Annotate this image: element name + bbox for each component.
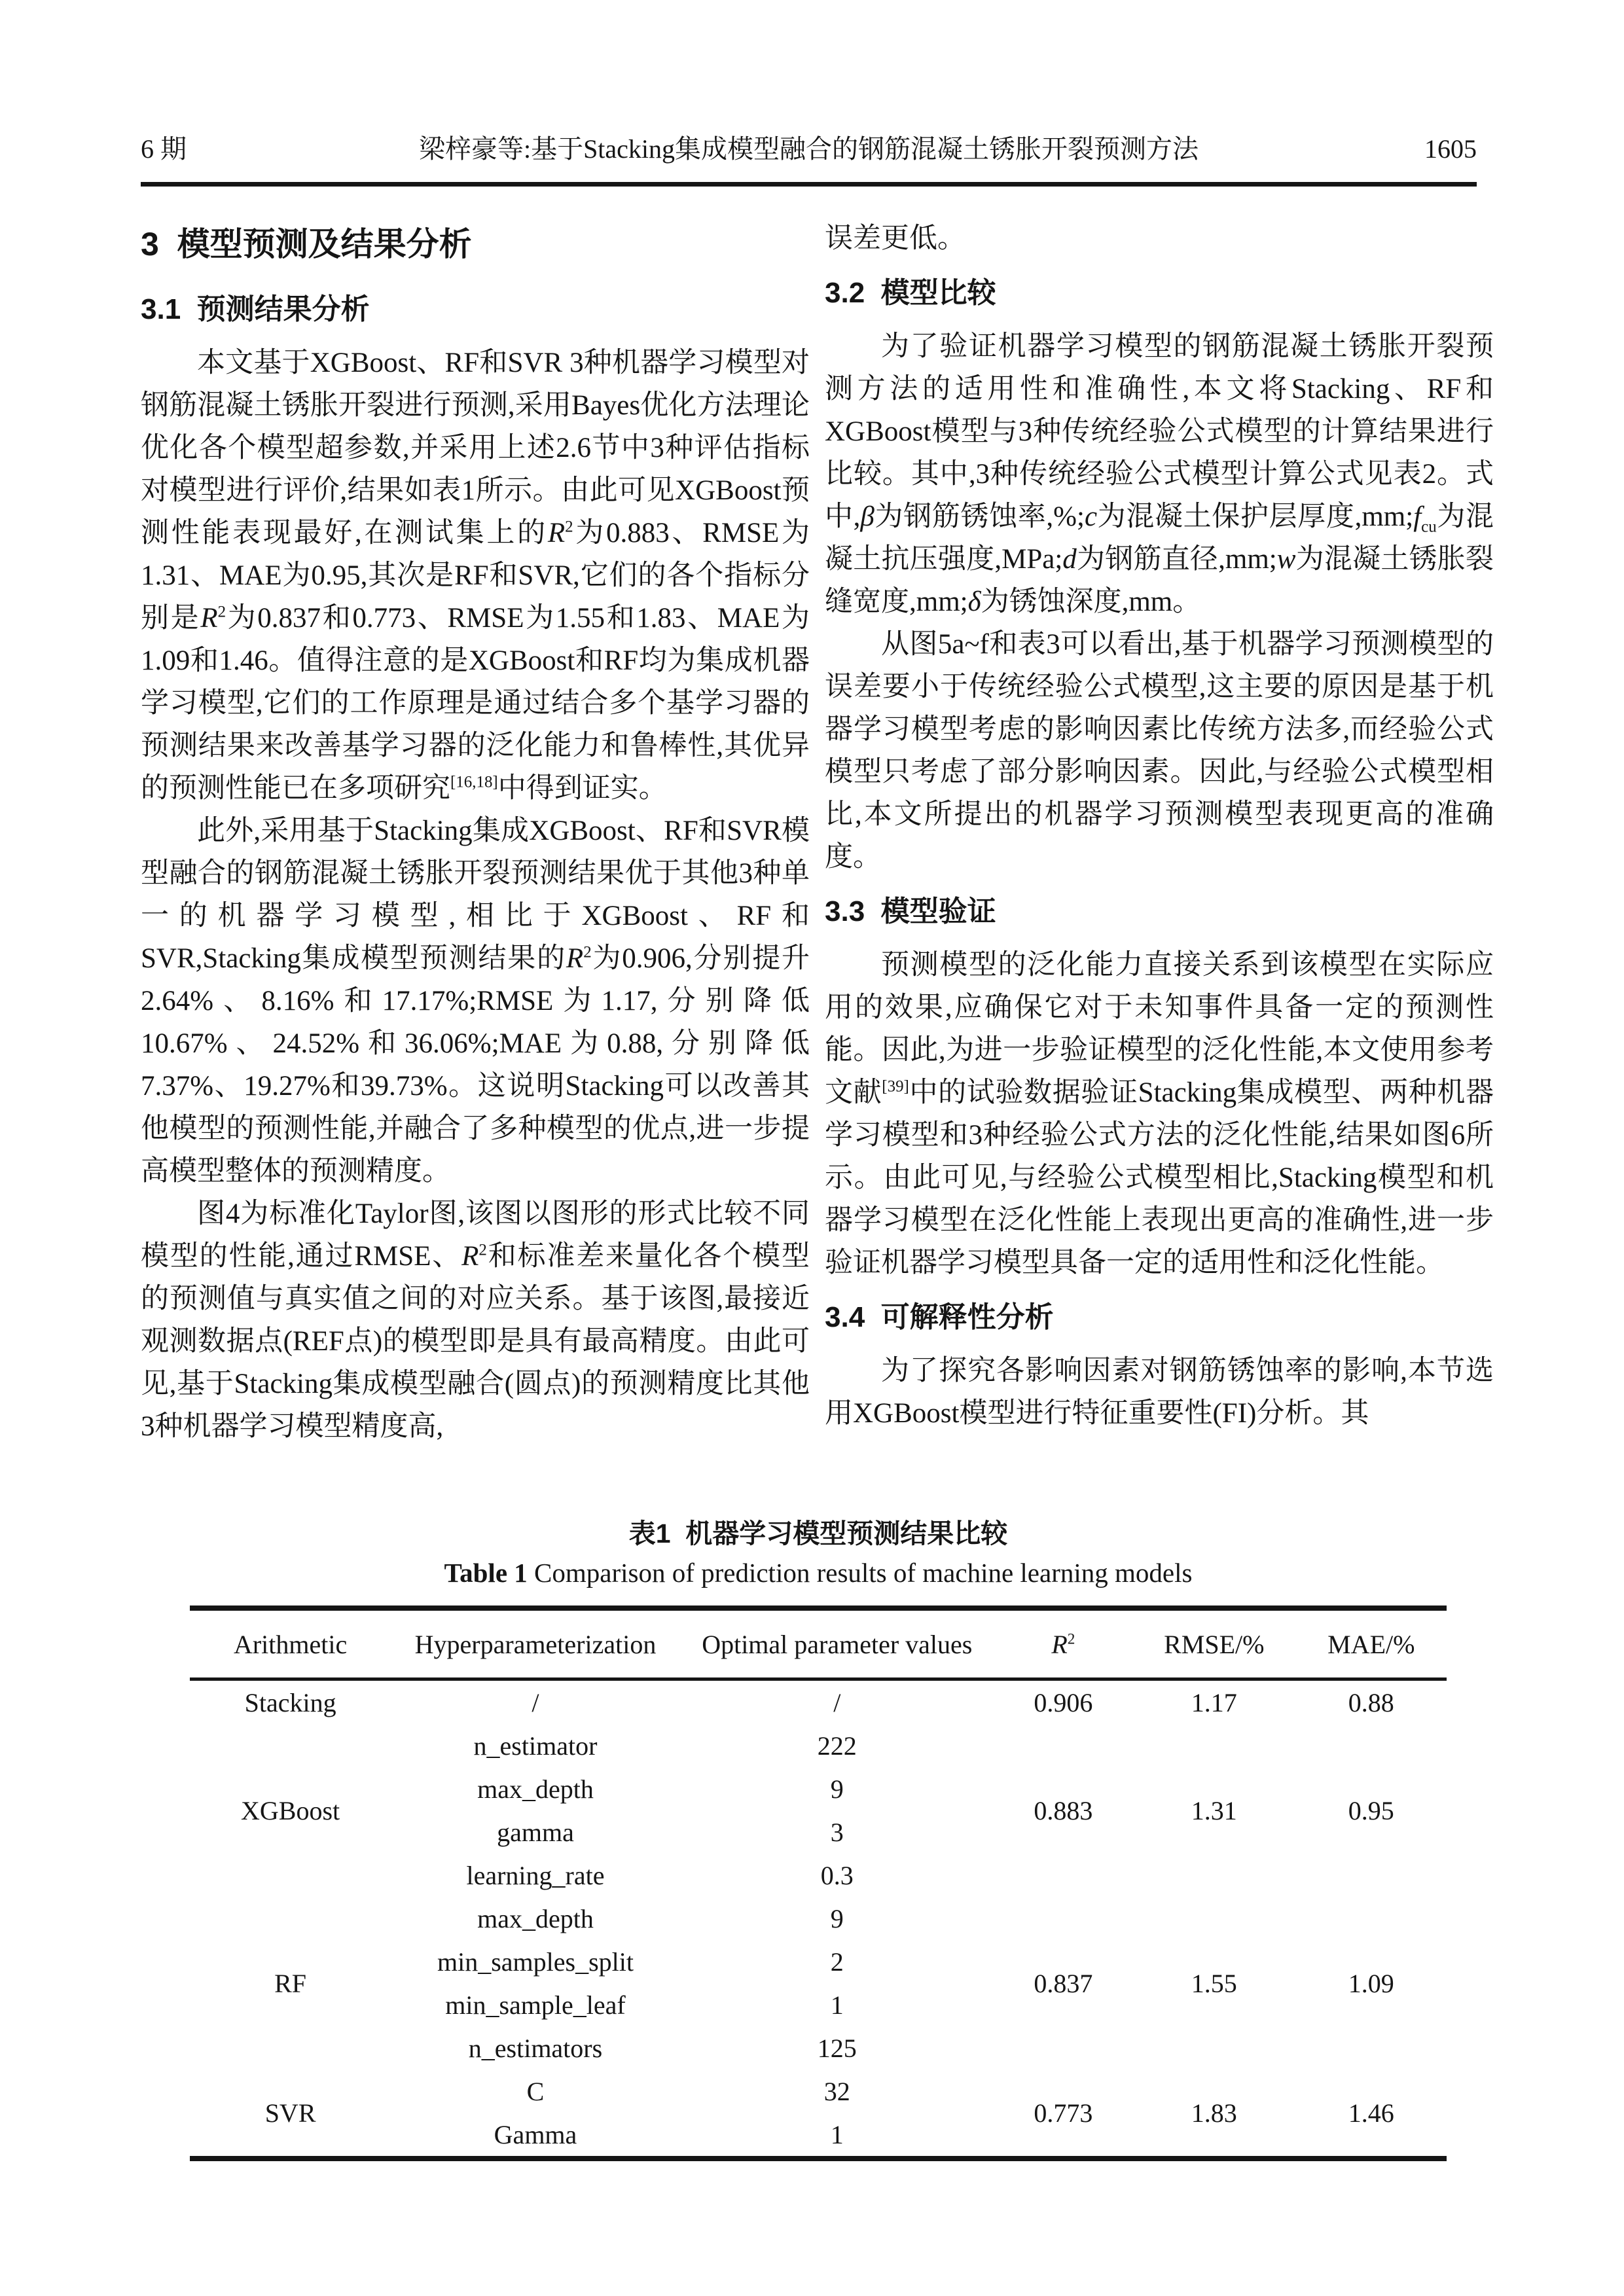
header-rule: [141, 182, 1477, 187]
col-header-r2: $R^2$: [994, 1608, 1132, 1679]
table-body: [190, 1679, 1447, 2159]
table-cell: 1.83: [1191, 2098, 1237, 2128]
table-cell: 2: [830, 1946, 844, 1977]
table-cell: 1.09: [1348, 1968, 1394, 1998]
section-3-3-heading: 3.3 模型验证: [825, 895, 996, 927]
paragraph: 从图5a~f和表3可以看出,基于机器学习预测模型的误差要小于传统经验公式模型,这主要的原因是基于机器学习模型考虑的影响因素比传统方法多,而经验公式模型只考虑了部分影响因素。因此,与经验公式模型相比,本文所提出的机器学习预测模型表现更高的准确度。: [825, 629, 1494, 872]
table-cell: 1.17: [1191, 1687, 1237, 1717]
table-cell: 0.773: [1034, 2098, 1093, 2128]
table-cell: 0.95: [1348, 1795, 1394, 1825]
left-column: [141, 217, 810, 1448]
table-cell: 125: [817, 2033, 857, 2063]
col-header-arithmetic: Arithmetic: [190, 1608, 391, 1679]
running-head: [141, 128, 1477, 166]
table-cell: 32: [823, 2076, 850, 2106]
table-title-en: Table 1 Comparison of prediction results of machine learning models: [444, 1558, 1193, 1588]
table-cell: 0.88: [1348, 1687, 1394, 1717]
table-cell: 1: [830, 2119, 844, 2149]
running-title: 梁梓豪等:基于Stacking集成模型融合的钢筋混凝土锈胀开裂预测方法: [418, 134, 1199, 164]
table-row: [190, 2070, 1447, 2113]
paragraph: 本文基于XGBoost、RF和SVR 3种机器学习模型对钢筋混凝土锈胀开裂进行预测,采用Bayes优化方法理论优化各个模型超参数,并采用上述2.6节中3种评估指标对模型进行评价,结果如表1所示。由此可见XGBoost预测性能表现最好,在测试集上的$R^2$为0.883、RMSE为1.31、MAE为0.95,其次是RF和SVR,它们的各个指标分别是$R^2$为0.837和0.773、RMSE为1.55和1.83、MAE为1.09和1.46。值得注意的是XGBoost和RF均为集成机器学习模型,它们的工作原理是通过结合多个基学习器的预测结果来改善基学习器的泛化能力和鲁棒性,其优异的预测性能已在多项研究[16,18]中得到证实。: [141, 348, 810, 804]
section-3-4-heading: 3.4 可解释性分析: [825, 1301, 1054, 1333]
page-number: 1605: [1424, 134, 1477, 164]
table-cell: 1.46: [1348, 2098, 1394, 2128]
table-header-row: [190, 1608, 1447, 1679]
table-row: [190, 1679, 1447, 1725]
table-cell: 0.883: [1034, 1795, 1093, 1825]
table-cell: /: [532, 1687, 539, 1717]
col-header-hyperparameterization: Hyperparameterization: [391, 1608, 680, 1679]
table-1-block: [190, 1512, 1447, 2161]
table-row: [190, 1724, 1447, 1767]
table-cell-model: XGBoost: [241, 1795, 340, 1825]
results-table: [190, 1605, 1447, 2161]
col-header-rmse: RMSE/%: [1132, 1608, 1296, 1679]
table-cell: 9: [830, 1774, 844, 1804]
paragraph: 为了探究各影响因素对钢筋锈蚀率的影响,本节选用XGBoost模型进行特征重要性(FI)分析。其: [825, 1355, 1494, 1429]
table-header: [190, 1608, 1447, 1679]
table-cell: 1.31: [1191, 1795, 1237, 1825]
table-row: [190, 1897, 1447, 1940]
table-cell: gamma: [497, 1817, 574, 1847]
table-cell: Gamma: [494, 2119, 577, 2149]
table-cell: n_estimator: [473, 1731, 598, 1761]
table-cell: learning_rate: [466, 1860, 605, 1890]
table-cell: 1.55: [1191, 1968, 1237, 1998]
col-header-mae: MAE/%: [1296, 1608, 1447, 1679]
section-3-heading: 3 模型预测及结果分析: [141, 226, 472, 262]
right-column: [825, 217, 1494, 1435]
table-title-zh: 表1 机器学习模型预测结果比较: [628, 1518, 1008, 1549]
table-cell: C: [526, 2076, 545, 2106]
paragraph: 为了验证机器学习模型的钢筋混凝土锈胀开裂预测方法的适用性和准确性,本文将Stacking、RF和XGBoost模型与3种传统经验公式模型的计算结果进行比较。其中,3种传统经验公式模型计算公式见表2。式中,β为钢筋锈蚀率,%;c为混凝土保护层厚度$,mm;f_{cu}$为混凝土抗压强度,MPa;d为钢筋直径,mm;w为混凝土锈胀裂缝宽度,mm;δ为锈蚀深度,mm。: [825, 331, 1494, 617]
table-cell: max_depth: [477, 1774, 594, 1804]
table-cell-model: SVR: [264, 2098, 316, 2128]
paragraph: 此外,采用基于Stacking集成XGBoost、RF和SVR模型融合的钢筋混凝土锈胀开裂预测结果优于其他3种单一的机器学习模型,相比于XGBoost、RF和SVR,Stacking集成模型预测结果的$R^2$为0.906,分别提升2.64%、8.16%和17.17%;RMSE为1.17,分别降低10.67%、24.52%和36.06%;MAE为0.88,分别降低7.37%、19.27%和39.73%。这说明Stacking可以改善其他模型的预测性能,并融合了多种模型的优点,进一步提高模型整体的预测精度。: [141, 816, 810, 1187]
table-cell: 9: [830, 1903, 844, 1933]
table-cell: n_estimators: [468, 2033, 603, 2063]
table-cell: min_samples_split: [437, 1946, 634, 1977]
section-3-1-heading: 3.1 预测结果分析: [141, 293, 370, 325]
table-cell: max_depth: [477, 1903, 594, 1933]
table-cell: 3: [830, 1817, 844, 1847]
paragraph: 图4为标准化Taylor图,该图以图形的形式比较不同模型的性能,通过RMSE、$R^2$和标准差来量化各个模型的预测值与真实值之间的对应关系。基于该图,最接近观测数据点(REF点)的模型即是具有最高精度。由此可见,基于Stacking集成模型融合(圆点)的预测精度比其他3种机器学习模型精度高,: [141, 1198, 810, 1442]
table-cell: min_sample_leaf: [445, 1990, 626, 2020]
issue-label: 6 期: [141, 134, 187, 164]
table-cell-model: Stacking: [244, 1687, 336, 1717]
table-cell: 0.906: [1034, 1687, 1093, 1717]
table-cell-model: RF: [274, 1968, 307, 1998]
table-cell: 1: [830, 1990, 844, 2020]
paragraph: 预测模型的泛化能力直接关系到该模型在实际应用的效果,应确保它对于未知事件具备一定的预测性能。因此,为进一步验证模型的泛化性能,本文使用参考文献[39]中的试验数据验证Stacking集成模型、两种机器学习模型和3种经验公式方法的泛化性能,结果如图6所示。由此可见,与经验公式模型相比,Stacking模型和机器学习模型在泛化性能上表现出更高的准确性,进一步验证机器学习模型具备一定的适用性和泛化性能。: [825, 950, 1494, 1278]
section-3-2-heading: 3.2 模型比较: [825, 277, 996, 309]
table-cell: 0.3: [820, 1860, 854, 1890]
table-cell: /: [833, 1687, 841, 1717]
table-cell: 222: [817, 1731, 857, 1761]
table-cell: 0.837: [1034, 1968, 1093, 1998]
col-header-optimal-values: Optimal parameter values: [680, 1608, 994, 1679]
paragraph-continuation: 误差更低。: [825, 223, 965, 254]
